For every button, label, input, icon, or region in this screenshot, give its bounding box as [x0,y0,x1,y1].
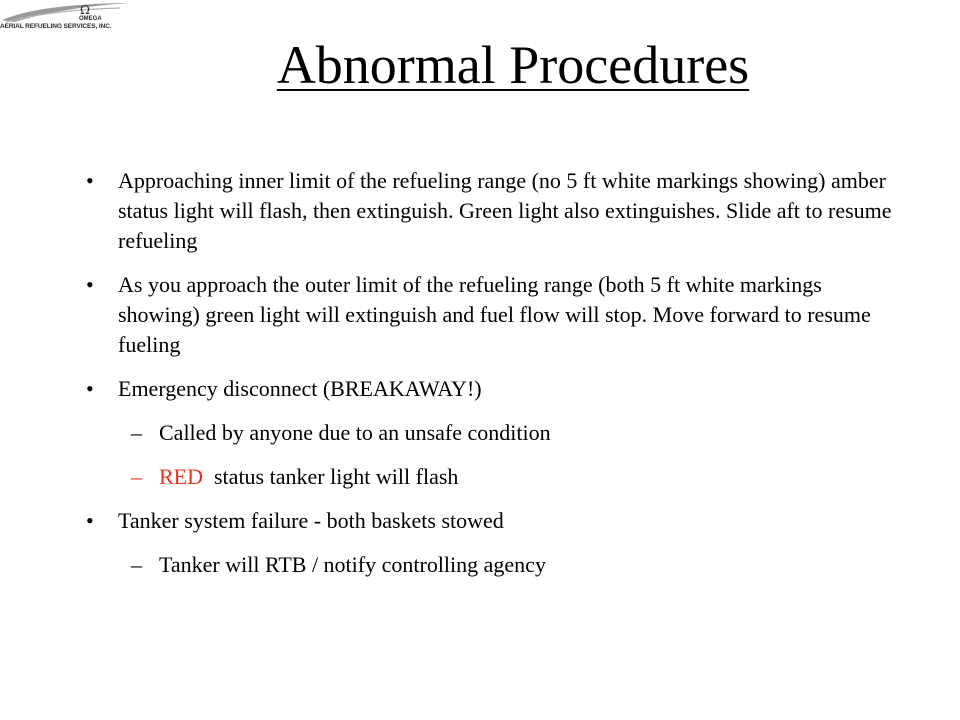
sub-item-text: status tanker light will flash [203,464,459,489]
dash-icon: – [131,464,142,489]
sub-item-called-by-anyone [86,418,896,448]
sub-item-red-status [86,462,896,492]
bullet-icon: • [86,376,94,401]
bullet-icon: • [86,272,94,297]
dash-icon: – [131,552,142,577]
omega-swoosh-icon [0,0,130,24]
slide-body [86,166,896,594]
bullet-item-tanker-failure [86,506,896,536]
bullet-text: Tanker system failure - both baskets stowed [118,508,504,533]
sub-item-text: Called by anyone due to an unsafe condition [159,420,551,445]
red-highlight-text: RED [159,464,203,489]
bullet-item-inner-limit [86,166,896,256]
logo-brand-text: OMEGA [79,16,102,22]
bullet-item-outer-limit [86,270,896,360]
svg-text:Ω: Ω [80,3,90,17]
logo-company-text: AERIAL REFUELING SERVICES, INC. [0,23,112,30]
bullet-icon: • [86,168,94,193]
bullet-item-emergency-disconnect [86,374,896,404]
sub-item-tanker-rtb [86,550,896,580]
sub-item-text: Tanker will RTB / notify controlling agency [159,552,546,577]
page-title: Abnormal Procedures [276,35,750,95]
bullet-text: Emergency disconnect (BREAKAWAY!) [118,376,482,401]
bullet-text: As you approach the outer limit of the refueling range (both 5 ft white markings showing) green light will extinguish and fuel flow will stop. Move forward to resume fueling [118,272,871,357]
bullet-icon: • [86,508,94,533]
dash-icon: – [131,420,142,445]
bullet-text: Approaching inner limit of the refueling range (no 5 ft white markings showing) amber status light will flash, then extinguish. Green light also extinguishes. Slide aft to resume refueling [118,168,892,253]
